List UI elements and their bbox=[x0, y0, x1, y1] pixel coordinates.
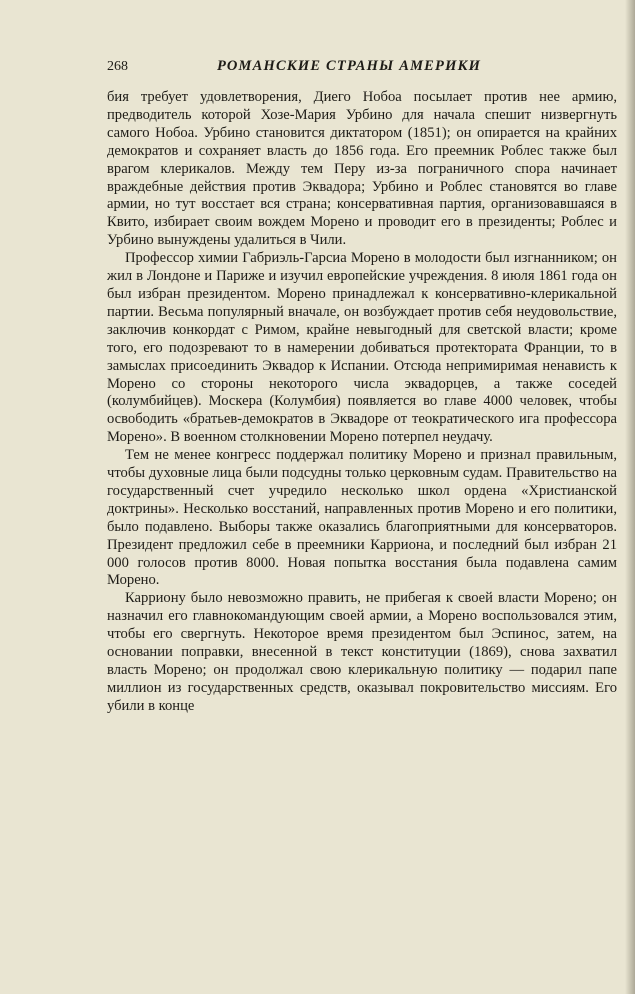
paragraph-1: бия требует удовлетворения, Диего Нобоа посылает против нее армию, предводитель которой Хозе-Мария Урбино для начала спешит низвергнуть самого Нобоа. Урбино становится диктатором (1851); он опирается на крайних демократов и сохраняет власть до 1856 года. Его преемник Роблес также был врагом клерикалов. Между тем Перу из-за пограничного спора начинает враждебные действия против Эквадора; Урбино и Роблес становятся во главе армии, но тут восстает вся страна; консервативная партия, организовавшаяся в Квито, избирает своим вождем Морено и проводит его в президенты; Роблес и Урбино вынуждены удалиться в Чили. bbox=[107, 89, 617, 249]
paragraph-2: Профессор химии Габриэль-Гарсиа Морено в молодости был изгнанником; он жил в Лондоне и Париже и изучил европейские учреждения. 8 июля 1861 года он был избран президентом. Морено принадлежал к консервативно-клерикальной партии. Весьма популярный вначале, он возбуждает против себя неудовольствие, заключив конкордат с Римом, крайне невыгодный для светской власти; кроме того, его подозревают то в намерении добиваться протектората Франции, то в замыслах присоединить Эквадор к Испании. Отсюда непримиримая ненависть к Морено со стороны некоторого числа эквадорцев, а также соседей (колумбийцев). Москера (Колумбия) появляется во главе 4000 человек, чтобы освободить «братьев-демократов в Эквадоре от теократического ига профессора Морено». В военном столкновении Морено потерпел неудачу. bbox=[107, 250, 617, 446]
paragraph-4: Карриону было невозможно править, не прибегая к своей власти Морено; он назначил его главнокомандующим своей армии, а Морено воспользовался этим, чтобы его свергнуть. Некоторое время президентом был Эспинос, затем, на основании поправки, внесенной в текст конституции (1869), снова захватил власть Морено; он продолжал свою клерикальную политику — подарил папе миллион из государственных средств, оказывал покровительство миссиям. Его убили в конце bbox=[107, 590, 617, 714]
page-number: 268 bbox=[107, 59, 128, 74]
running-title: РОМАНСКИЕ СТРАНЫ АМЕРИКИ bbox=[217, 58, 482, 74]
page-header bbox=[107, 58, 617, 75]
page-edge-shadow bbox=[625, 0, 635, 994]
body-text bbox=[107, 89, 617, 716]
paragraph-3: Тем не менее конгресс поддержал политику Морено и признал правильным, чтобы духовные лица были подсудны только церковным судам. Правительство на государственный счет учредило несколько школ ордена «Христианской доктрины». Несколько восстаний, направленных против Морено и его политики, было подавлено. Выборы также оказались благоприятными для консерваторов. Президент предложил себе в преемники Карриона, и последний был избран 21 000 голосов против 8000. Новая попытка восстания была подавлена самим Морено. bbox=[107, 447, 617, 589]
